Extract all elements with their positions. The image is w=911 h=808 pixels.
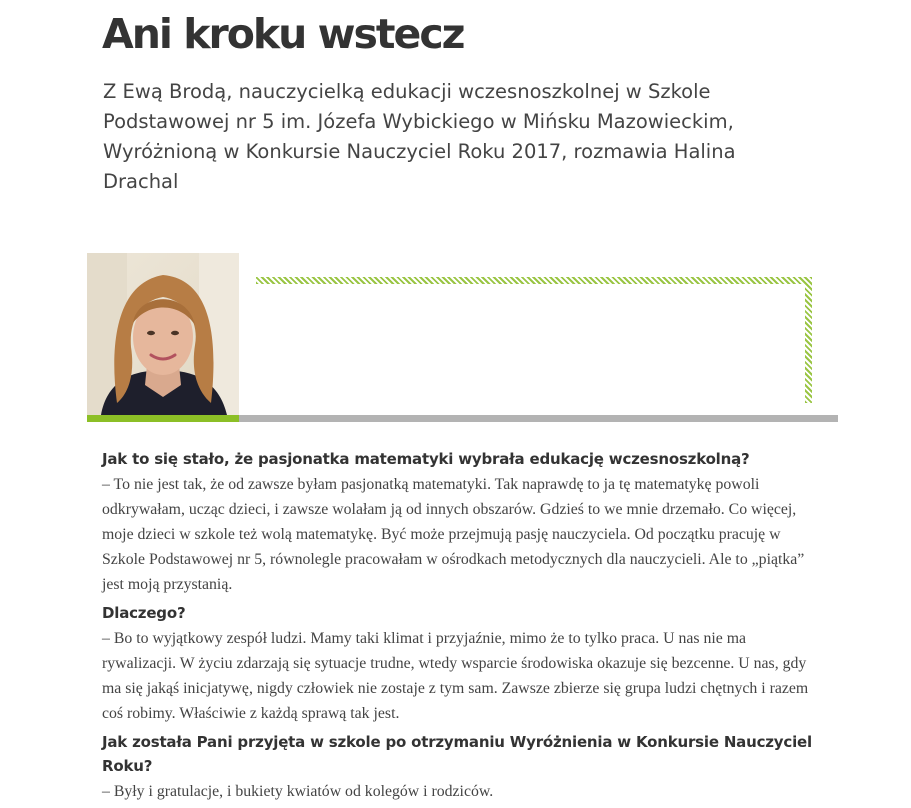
interview-question: Jak została Pani przyjęta w szkole po otrzymaniu Wyróżnienia w Konkursie Nauczyciel Roku? (102, 733, 812, 775)
interview-question: Dlaczego? (102, 604, 186, 622)
portrait-banner (87, 253, 838, 423)
interview-question: Jak to się stało, że pasjonatka matematyki wybrała edukację wczesnoszkolną? (102, 450, 750, 468)
interview-answer: – Były i gratulacje, i bukiety kwiatów od kolegów i rodziców. (102, 783, 494, 800)
divider-bar (239, 415, 838, 422)
decorative-frame-top (256, 277, 812, 284)
article-subtitle: Z Ewą Brodą, nauczycielką edukacji wczesnoszkolnej w Szkole Podstawowej nr 5 im. Józefa Wybickiego w Mińsku Mazowieckim, Wyróżnioną w Konkursie Nauczyciel Roku 2017, rozmawia Halina Drachal (103, 80, 736, 193)
decorative-frame-right (805, 277, 812, 403)
interview-answer: – To nie jest tak, że od zawsze byłam pasjonatką matematyki. Tak naprawdę to ja tę matematykę powoli odkrywałam, ucząc dzieci, i zawsze wolałam ją od innych obszarów. Gdzieś to we mnie drzemało. Co więcej, moje dzieci w szkole też wolą matematykę. Być może przejmują pasję nauczyciela. Od początku pracuję w Szkole Podstawowej nr 5, równolegle pracowałam w ośrodkach metodycznych dla nauczycieli. Ale to „piątka” jest moją przystanią. (102, 476, 805, 593)
article-body (102, 447, 822, 808)
portrait-photo (87, 253, 239, 415)
accent-bar (87, 415, 239, 422)
interview-answer: – Bo to wyjątkowy zespół ludzi. Mamy taki klimat i przyjaźnie, mimo że to tylko praca. U nas nie ma rywalizacji. W życiu zdarzają się sytuacje trudne, wtedy wsparcie środowiska okazuje się bezcenne. U nas, gdy ma się jakąś inicjatywę, nigdy człowiek nie zostaje z tym sam. Zawsze zbierze się grupa ludzi chętnych i razem coś robimy. Właściwie z każdą sprawą tak jest. (102, 630, 809, 722)
article-title: Ani kroku wstecz (102, 10, 464, 58)
